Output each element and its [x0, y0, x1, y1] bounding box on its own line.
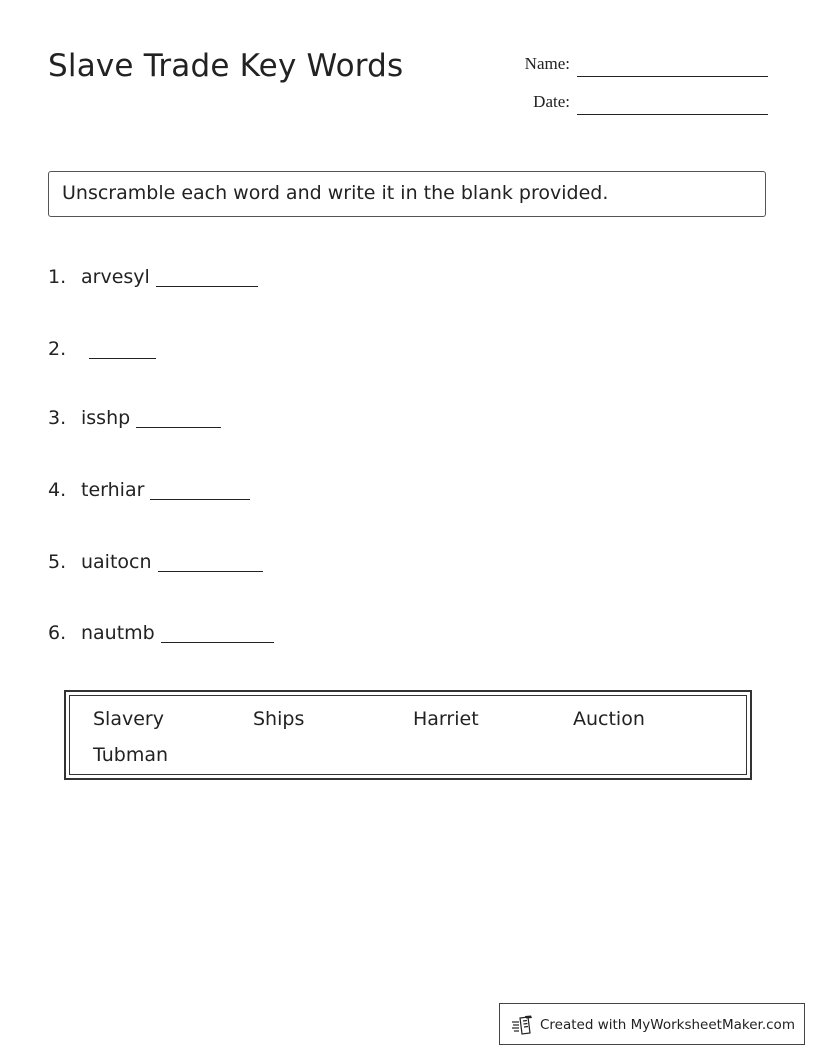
question-6 — [48, 622, 274, 644]
question-number: 3. — [48, 407, 67, 429]
scrambled-word: arvesyl — [81, 266, 150, 288]
footer-badge[interactable] — [499, 1003, 805, 1045]
question-number: 1. — [48, 266, 67, 288]
name-label: Name: — [524, 54, 570, 73]
scrambled-word: terhiar — [81, 479, 145, 501]
instructions-box: Unscramble each word and write it in the blank provided. — [48, 171, 766, 217]
name-field — [470, 54, 570, 76]
date-label: Date: — [533, 92, 570, 111]
question-2 — [48, 338, 156, 360]
answer-blank[interactable] — [156, 268, 258, 287]
word-bank-item: Tubman — [93, 744, 169, 766]
question-number: 6. — [48, 622, 67, 644]
answer-blank[interactable] — [89, 340, 156, 359]
word-bank-inner-border — [69, 695, 747, 775]
word-bank-item: Ships — [253, 708, 305, 730]
question-number: 2. — [48, 338, 67, 360]
answer-blank[interactable] — [158, 553, 263, 572]
question-1 — [48, 266, 258, 288]
scrambled-word: nautmb — [81, 622, 155, 644]
question-5 — [48, 551, 263, 573]
name-line[interactable] — [577, 76, 768, 77]
word-bank-item: Slavery — [93, 708, 164, 730]
scrambled-word: isshp — [81, 407, 131, 429]
date-field — [470, 92, 570, 114]
answer-blank[interactable] — [136, 409, 221, 428]
word-bank-item: Auction — [573, 708, 645, 730]
answer-blank[interactable] — [161, 624, 274, 643]
worksheet-maker-logo-icon — [511, 1015, 535, 1039]
question-number: 5. — [48, 551, 67, 573]
answer-blank[interactable] — [150, 481, 250, 500]
question-number: 4. — [48, 479, 67, 501]
question-3 — [48, 407, 221, 429]
footer-text: Created with MyWorksheetMaker.com — [540, 1017, 795, 1033]
question-4 — [48, 479, 250, 501]
page-title: Slave Trade Key Words — [48, 48, 404, 84]
scrambled-word: uaitocn — [81, 551, 152, 573]
date-line[interactable] — [577, 114, 768, 115]
word-bank-item: Harriet — [413, 708, 479, 730]
word-bank — [64, 690, 752, 780]
